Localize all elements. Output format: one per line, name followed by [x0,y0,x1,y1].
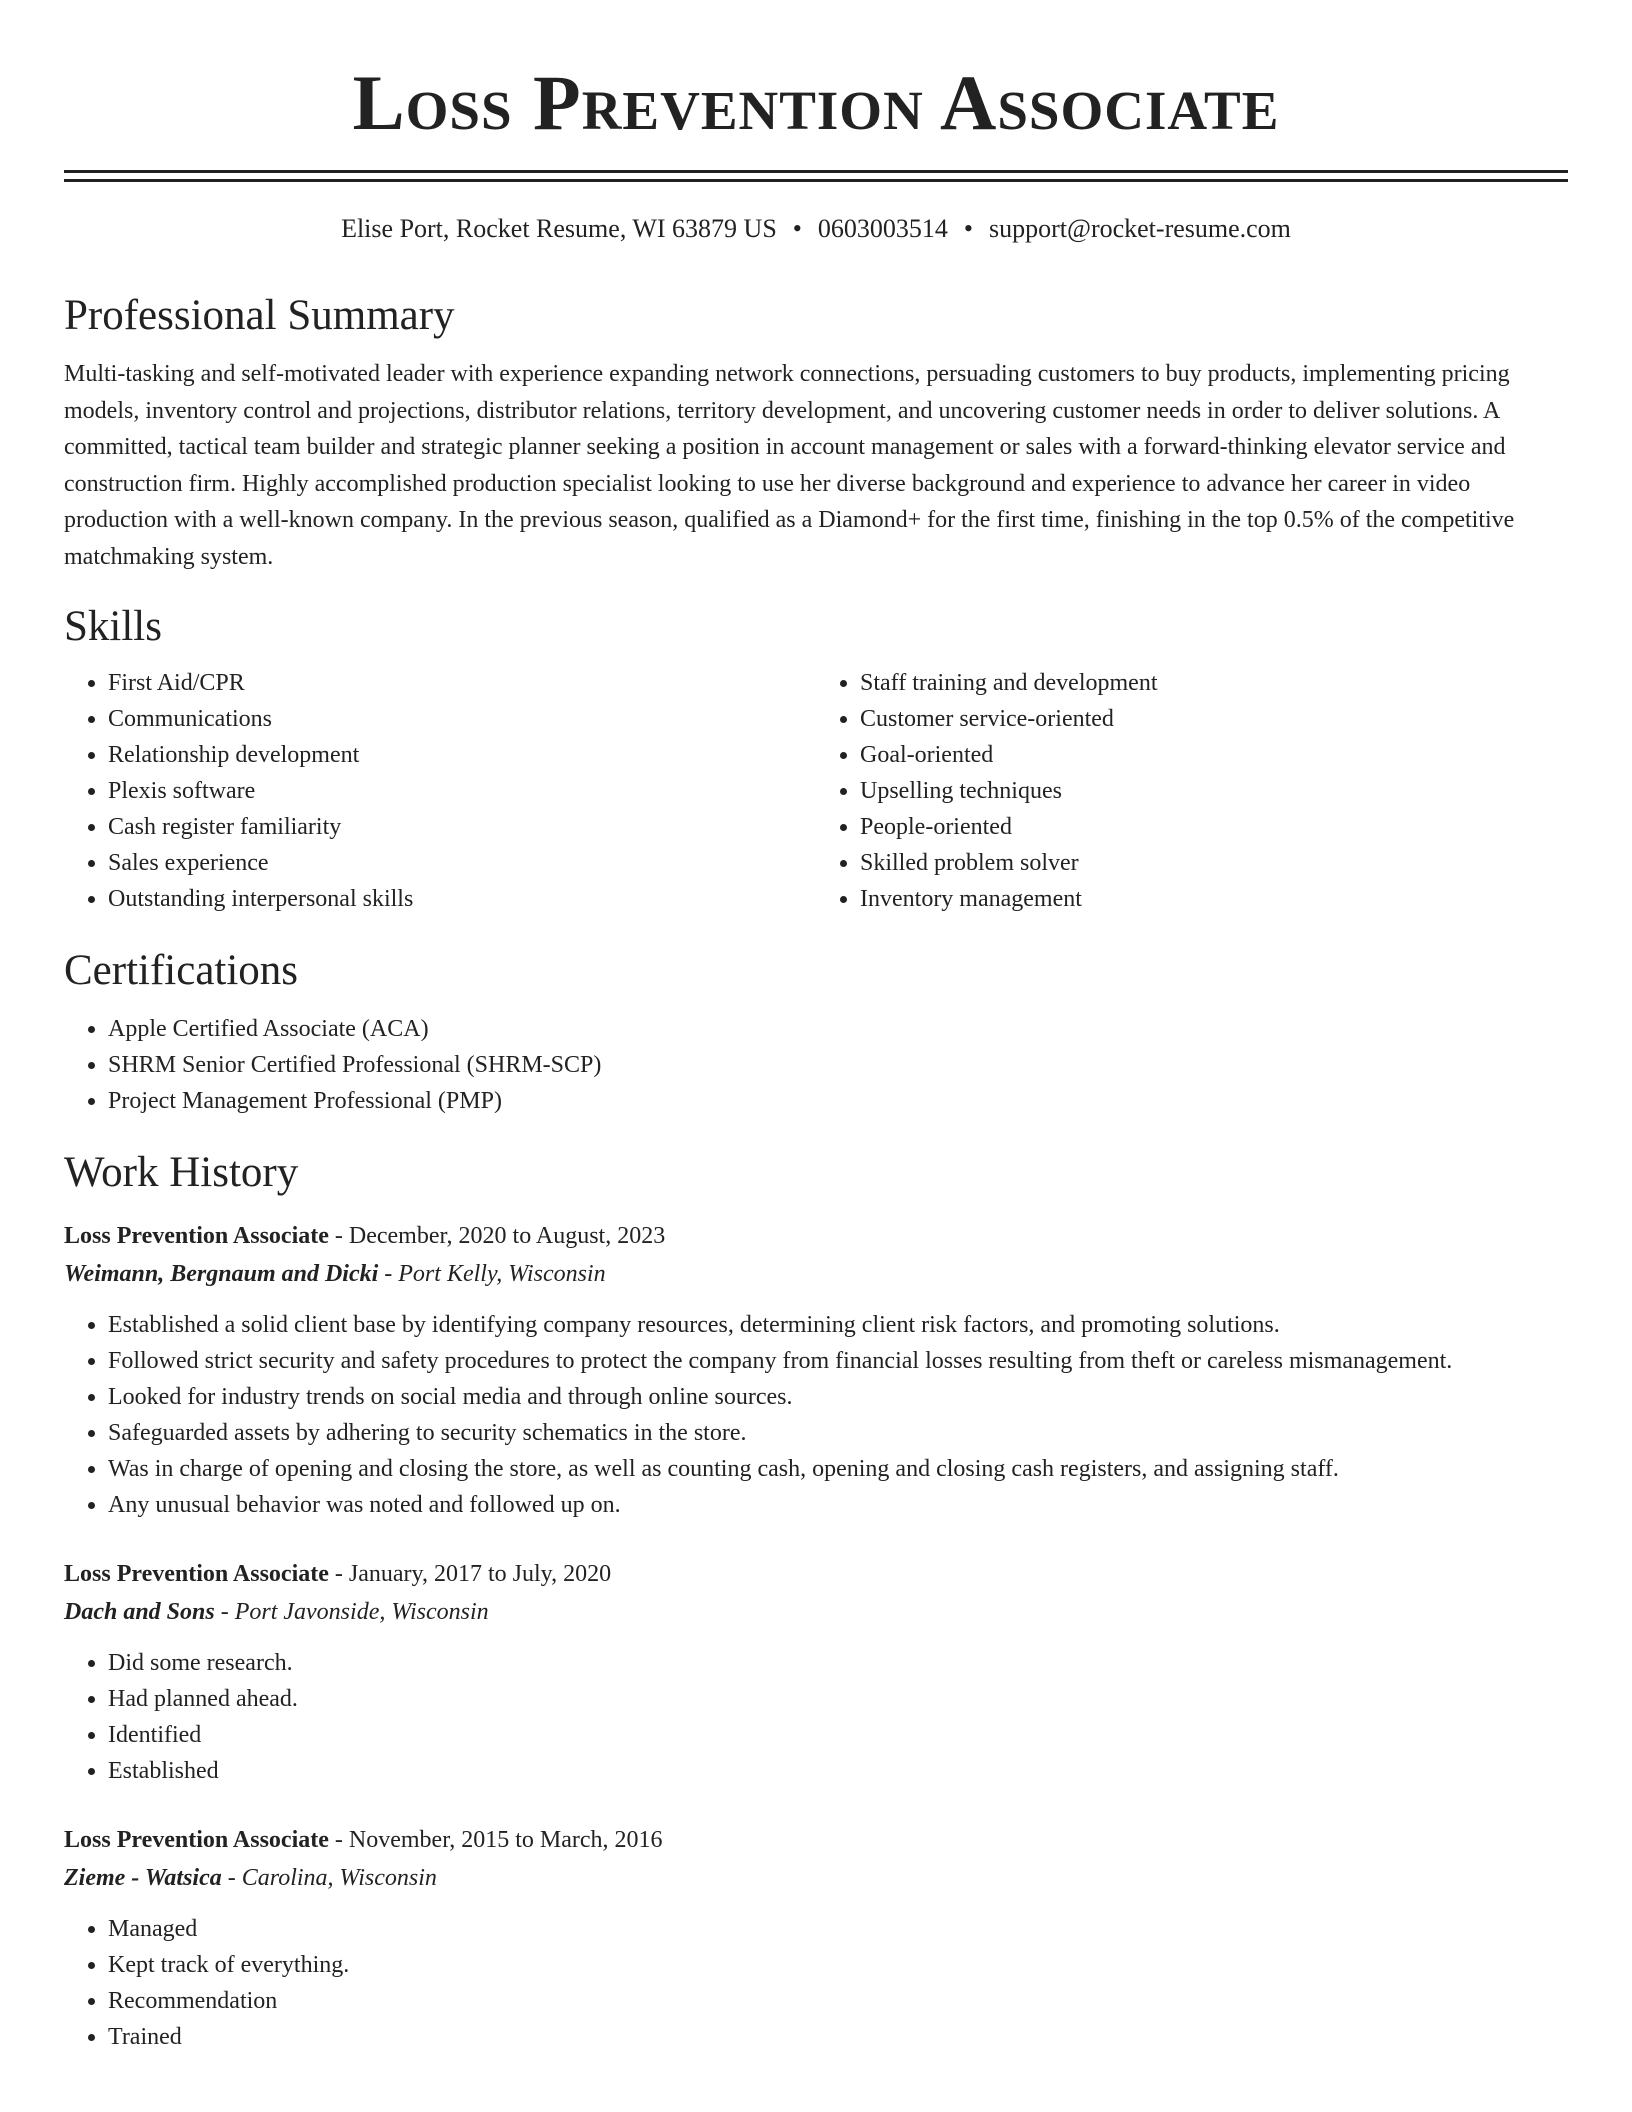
job-entry [64,1217,1568,1523]
skill-item: • People-oriented [860,809,1568,845]
skill-item: • Relationship development [108,737,816,773]
skill-item: • Upselling techniques [860,773,1568,809]
job-duty: • Managed [108,1911,1568,1947]
contact-phone: 0603003514 [817,214,948,243]
job-dates: - December, 2020 to August, 2023 [328,1223,666,1249]
job-title-line [64,1217,1568,1255]
job-duty: • Trained [108,2019,1568,2055]
skill-item: • Outstanding interpersonal skills [108,881,816,917]
summary-heading: Professional Summary [64,292,455,339]
job-duties-list [64,1911,1568,2055]
job-company-line [64,1859,1568,1897]
title-rule-top [64,170,1568,173]
job-title: Loss Prevention Associate [64,1827,329,1853]
certification-item: • Apple Certified Associate (ACA) [108,1011,1568,1047]
job-duties-list [64,1645,1568,1789]
work-history-heading: Work History [64,1149,299,1196]
job-title: Loss Prevention Associate [64,1223,329,1249]
job-duty: • Did some research. [108,1645,1568,1681]
job-duty: • Recommendation [108,1983,1568,2019]
job-duty: • Established a solid client base by identifying company resources, determining client risk factors, and promoting solutions. [108,1307,1568,1343]
certification-item: • SHRM Senior Certified Professional (SHRM-SCP) [108,1047,1568,1083]
skill-item: • Communications [108,701,816,737]
job-duties-list [64,1307,1568,1523]
job-company: Weimann, Bergnaum and Dicki [64,1261,379,1287]
job-title-line [64,1821,1568,1859]
job-company-line [64,1593,1568,1631]
contact-email: support@rocket-resume.com [989,214,1291,243]
skill-item: • Customer service-oriented [860,701,1568,737]
job-duty: • Safeguarded assets by adhering to security schematics in the store. [108,1415,1568,1451]
job-company-line [64,1255,1568,1293]
job-duty: • Had planned ahead. [108,1681,1568,1717]
job-duty: • Established [108,1753,1568,1789]
skill-item: • Staff training and development [860,665,1568,701]
certification-item: • Project Management Professional (PMP) [108,1083,1568,1119]
job-duty: • Looked for industry trends on social media and through online sources. [108,1379,1568,1415]
skills-heading: Skills [64,603,162,650]
job-entry [64,1821,1568,2055]
job-location: - Port Javonside, Wisconsin [214,1599,489,1625]
skill-item: • Plexis software [108,773,816,809]
job-title-line [64,1555,1568,1593]
skill-item: • Sales experience [108,845,816,881]
job-duty: • Was in charge of opening and closing the store, as well as counting cash, opening and closing cash registers, and assigning staff. [108,1451,1568,1487]
title-rule-bottom [64,179,1568,182]
contact-line [64,212,1568,246]
job-location: - Port Kelly, Wisconsin [378,1261,606,1287]
skills-columns [64,665,1568,917]
skill-item: • Inventory management [860,881,1568,917]
job-location: - Carolina, Wisconsin [221,1865,437,1891]
skills-list-right [816,665,1568,917]
contact-separator: • [792,214,802,243]
certifications-list [64,1011,1568,1119]
job-duty: • Followed strict security and safety procedures to protect the company from financial losses resulting from theft or careless mismanagement. [108,1343,1568,1379]
skill-item: • Skilled problem solver [860,845,1568,881]
resume-title: Loss Prevention Associate [352,59,1280,146]
skills-list-left [64,665,816,917]
job-entry [64,1555,1568,1789]
job-dates: - January, 2017 to July, 2020 [328,1561,612,1587]
job-title: Loss Prevention Associate [64,1561,329,1587]
contact-separator: • [963,214,973,243]
job-company: Dach and Sons [64,1599,215,1625]
job-company: Zieme - Watsica [64,1865,222,1891]
skill-item: • Cash register familiarity [108,809,816,845]
job-duty: • Kept track of everything. [108,1947,1568,1983]
skill-item: • First Aid/CPR [108,665,816,701]
resume-page [64,0,1568,2055]
job-duty: • Identified [108,1717,1568,1753]
skill-item: • Goal-oriented [860,737,1568,773]
certifications-heading: Certifications [64,947,299,994]
summary-text: Multi-tasking and self-motivated leader with experience expanding network connections, persuading customers to buy products, implementing pricing models, inventory control and projections, distributor relations, territory development, and uncovering customer needs in order to deliver solutions. A committed, tactical team builder and strategic planner seeking a position in account management or sales with a forward-thinking elevator service and construction firm. Highly accomplished production specialist looking to use her diverse background and experience to advance her career in video production with a well-known company. In the previous season, qualified as a Diamond+ for the first time, finishing in the top 0.5% of the competitive matchmaking system. [64,361,1515,570]
job-dates: - November, 2015 to March, 2016 [328,1827,663,1853]
contact-address: Elise Port, Rocket Resume, WI 63879 US [341,214,777,243]
job-duty: • Any unusual behavior was noted and followed up on. [108,1487,1568,1523]
